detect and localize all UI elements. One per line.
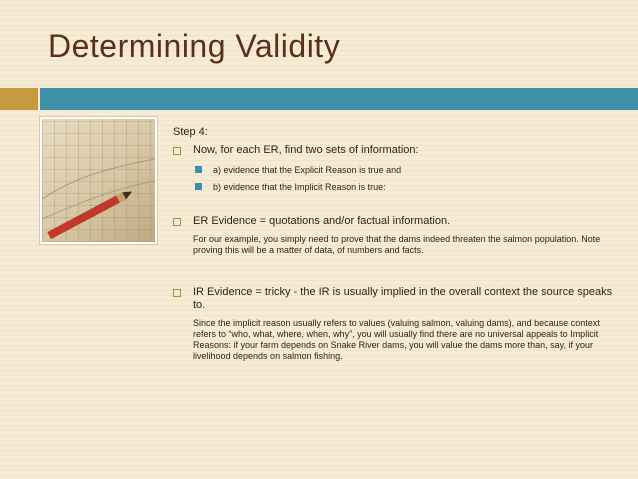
square-bullet-icon — [173, 289, 181, 297]
bullet-item-ir — [173, 286, 623, 312]
square-bullet-icon — [173, 218, 181, 226]
square-bullet-icon — [195, 183, 202, 190]
bullet-item-1 — [173, 144, 623, 157]
sub-bullet-b — [173, 181, 623, 193]
ir-heading: IR Evidence = tricky - the IR is usually implied in the overall context the source speaks to. — [193, 286, 613, 311]
header-band — [40, 88, 638, 110]
pencil-graph-image — [40, 117, 157, 244]
header-band-accent — [0, 88, 38, 110]
step-label: Step 4: — [173, 126, 208, 138]
bullet-item-er — [173, 215, 623, 228]
bullet-text: Now, for each ER, find two sets of information: — [193, 144, 419, 156]
sub-bullet-a — [173, 164, 623, 176]
sub-bullet-text: a) evidence that the Explicit Reason is true and — [213, 165, 402, 175]
square-bullet-icon — [195, 166, 202, 173]
slide-title: Determining Validity — [48, 28, 341, 64]
sub-bullet-text: b) evidence that the Implicit Reason is true: — [213, 182, 386, 192]
er-heading: ER Evidence = quotations and/or factual information. — [193, 215, 451, 227]
ir-body: Since the implicit reason usually refers to values (valuing salmon, valuing dams), and because context refers to “who, what, where, when, why”, you will usually find there are no universal appeals to Implicit Reasons: if your farm depends on Snake River dams, you will value the dams more than, say, if your livelihood depends on salmon fishing. — [193, 318, 600, 361]
slide-content — [173, 126, 623, 362]
square-bullet-icon — [173, 147, 181, 155]
er-body: For our example, you simply need to prove that the dams indeed threaten the salmon population. Note proving this will be a matter of data, of numbers and facts. — [193, 234, 601, 255]
